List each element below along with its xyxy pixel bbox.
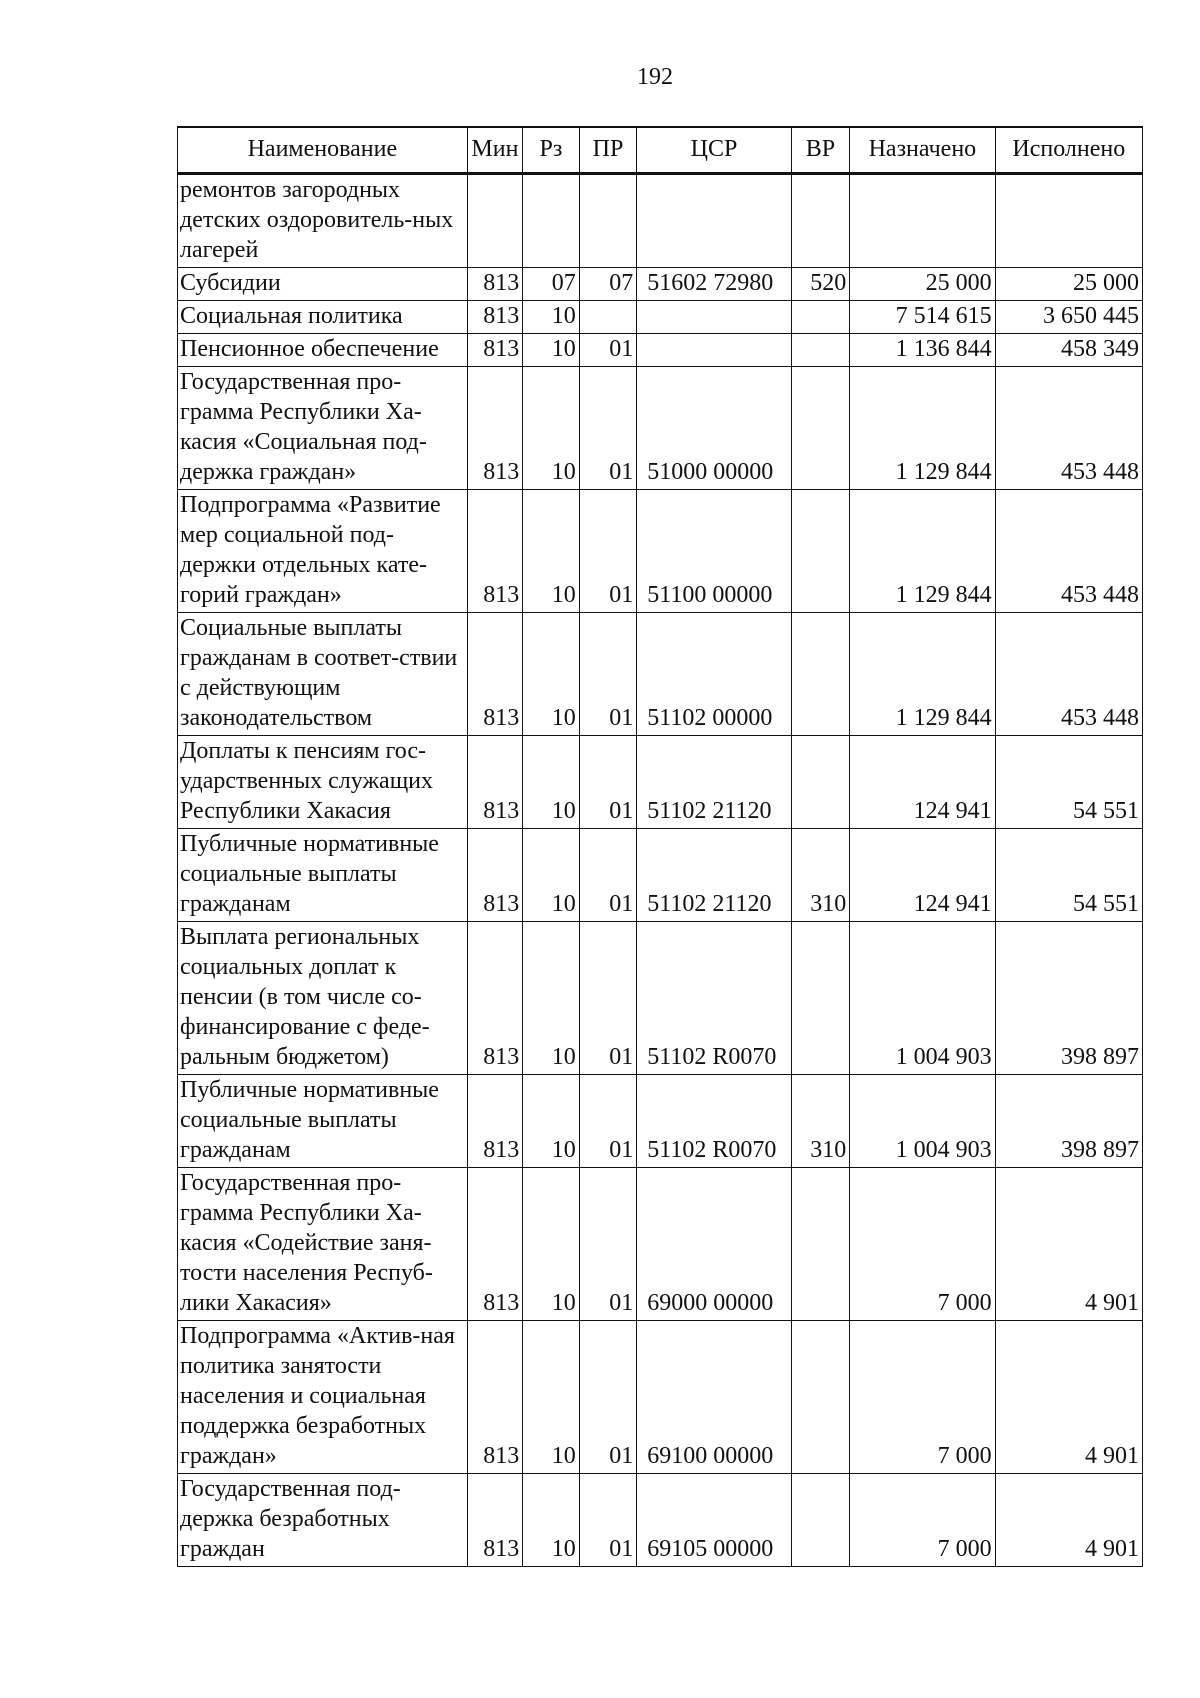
cell-executed: 54 551	[995, 736, 1142, 829]
cell-csr: 51000 00000	[637, 367, 791, 490]
table-row	[178, 1168, 1143, 1321]
cell-min	[467, 174, 523, 268]
cell-name: Государственная под-держка безработных граждан	[178, 1474, 468, 1567]
cell-rz	[523, 174, 580, 268]
cell-csr	[637, 301, 791, 334]
cell-executed: 3 650 445	[995, 301, 1142, 334]
table-header-row	[178, 127, 1143, 174]
table-row	[178, 174, 1143, 268]
cell-assigned: 1 129 844	[850, 613, 995, 736]
cell-executed: 398 897	[995, 1075, 1142, 1168]
cell-executed: 4 901	[995, 1474, 1142, 1567]
cell-pr: 01	[579, 1075, 637, 1168]
table-row	[178, 1321, 1143, 1474]
cell-name: Пенсионное обеспечение	[178, 334, 468, 367]
page-number: 192	[637, 64, 673, 90]
cell-pr: 07	[579, 268, 637, 301]
header-name: Наименование	[178, 127, 468, 174]
table-row	[178, 1075, 1143, 1168]
cell-csr: 51602 72980	[637, 268, 791, 301]
cell-assigned: 7 000	[850, 1474, 995, 1567]
cell-vr	[791, 367, 850, 490]
table-row	[178, 613, 1143, 736]
header-executed: Исполнено	[995, 127, 1142, 174]
cell-pr: 01	[579, 829, 637, 922]
cell-pr: 01	[579, 334, 637, 367]
cell-csr: 51102 R0070	[637, 922, 791, 1075]
cell-executed: 453 448	[995, 367, 1142, 490]
cell-executed: 453 448	[995, 613, 1142, 736]
cell-executed: 4 901	[995, 1168, 1142, 1321]
header-csr: ЦСР	[637, 127, 791, 174]
cell-csr: 51100 00000	[637, 490, 791, 613]
cell-rz: 10	[523, 1474, 580, 1567]
cell-pr	[579, 174, 637, 268]
cell-min: 813	[467, 367, 523, 490]
header-min: Мин	[467, 127, 523, 174]
cell-rz: 10	[523, 922, 580, 1075]
cell-csr: 69000 00000	[637, 1168, 791, 1321]
cell-rz: 10	[523, 1168, 580, 1321]
header-pr: ПР	[579, 127, 637, 174]
cell-min: 813	[467, 1321, 523, 1474]
header-assigned: Назначено	[850, 127, 995, 174]
cell-vr	[791, 301, 850, 334]
cell-rz: 10	[523, 613, 580, 736]
cell-vr	[791, 736, 850, 829]
cell-name: Субсидии	[178, 268, 468, 301]
cell-executed: 4 901	[995, 1321, 1142, 1474]
cell-csr: 51102 R0070	[637, 1075, 791, 1168]
cell-assigned: 7 000	[850, 1168, 995, 1321]
cell-name: Государственная про-грамма Республики Ха-касия «Содействие заня-тости населения Респуб-лики Хакасия»	[178, 1168, 468, 1321]
cell-vr	[791, 922, 850, 1075]
cell-name: ремонтов загородных детских оздоровитель-ных лагерей	[178, 174, 468, 268]
cell-vr: 520	[791, 268, 850, 301]
cell-assigned: 124 941	[850, 829, 995, 922]
table-row	[178, 268, 1143, 301]
cell-min: 813	[467, 736, 523, 829]
budget-table	[177, 126, 1143, 1567]
cell-min: 813	[467, 1075, 523, 1168]
cell-pr: 01	[579, 1168, 637, 1321]
cell-vr	[791, 1474, 850, 1567]
table-row	[178, 334, 1143, 367]
cell-min: 813	[467, 334, 523, 367]
cell-name: Публичные нормативные социальные выплаты гражданам	[178, 1075, 468, 1168]
cell-rz: 10	[523, 367, 580, 490]
cell-rz: 07	[523, 268, 580, 301]
cell-name: Социальная политика	[178, 301, 468, 334]
cell-vr	[791, 490, 850, 613]
cell-executed: 25 000	[995, 268, 1142, 301]
cell-min: 813	[467, 490, 523, 613]
cell-name: Социальные выплаты гражданам в соответ-ствии с действующим законодательством	[178, 613, 468, 736]
cell-vr	[791, 174, 850, 268]
table-row	[178, 922, 1143, 1075]
cell-rz: 10	[523, 301, 580, 334]
cell-min: 813	[467, 1474, 523, 1567]
cell-csr: 51102 21120	[637, 736, 791, 829]
cell-csr	[637, 174, 791, 268]
cell-name: Доплаты к пенсиям гос-ударственных служащих Республики Хакасия	[178, 736, 468, 829]
cell-name: Подпрограмма «Актив-ная политика занятости населения и социальная поддержка безработных граждан»	[178, 1321, 468, 1474]
cell-rz: 10	[523, 1075, 580, 1168]
cell-pr: 01	[579, 1474, 637, 1567]
cell-assigned: 1 136 844	[850, 334, 995, 367]
cell-vr	[791, 1168, 850, 1321]
cell-assigned: 1 004 903	[850, 922, 995, 1075]
cell-min: 813	[467, 829, 523, 922]
cell-assigned	[850, 174, 995, 268]
cell-pr: 01	[579, 613, 637, 736]
cell-rz: 10	[523, 490, 580, 613]
cell-rz: 10	[523, 334, 580, 367]
cell-min: 813	[467, 1168, 523, 1321]
cell-min: 813	[467, 922, 523, 1075]
cell-pr	[579, 301, 637, 334]
cell-assigned: 7 000	[850, 1321, 995, 1474]
cell-pr: 01	[579, 922, 637, 1075]
cell-vr: 310	[791, 1075, 850, 1168]
cell-pr: 01	[579, 736, 637, 829]
cell-assigned: 124 941	[850, 736, 995, 829]
cell-pr: 01	[579, 367, 637, 490]
cell-assigned: 1 129 844	[850, 490, 995, 613]
cell-executed: 453 448	[995, 490, 1142, 613]
cell-pr: 01	[579, 1321, 637, 1474]
table-row	[178, 301, 1143, 334]
cell-name: Государственная про-грамма Республики Ха-касия «Социальная под-держка граждан»	[178, 367, 468, 490]
cell-rz: 10	[523, 1321, 580, 1474]
cell-name: Подпрограмма «Развитие мер социальной под-держки отдельных кате-горий граждан»	[178, 490, 468, 613]
cell-executed: 54 551	[995, 829, 1142, 922]
table-row	[178, 829, 1143, 922]
cell-csr: 69100 00000	[637, 1321, 791, 1474]
table-row	[178, 490, 1143, 613]
cell-name: Публичные нормативные социальные выплаты гражданам	[178, 829, 468, 922]
cell-executed: 458 349	[995, 334, 1142, 367]
cell-executed: 398 897	[995, 922, 1142, 1075]
cell-min: 813	[467, 613, 523, 736]
table-row	[178, 736, 1143, 829]
table-row	[178, 1474, 1143, 1567]
header-vr: ВР	[791, 127, 850, 174]
cell-csr: 69105 00000	[637, 1474, 791, 1567]
cell-pr: 01	[579, 490, 637, 613]
cell-vr	[791, 334, 850, 367]
cell-csr: 51102 00000	[637, 613, 791, 736]
header-rz: Рз	[523, 127, 580, 174]
cell-assigned: 25 000	[850, 268, 995, 301]
cell-assigned: 7 514 615	[850, 301, 995, 334]
cell-vr	[791, 1321, 850, 1474]
cell-min: 813	[467, 301, 523, 334]
table-body	[178, 174, 1143, 1567]
cell-assigned: 1 129 844	[850, 367, 995, 490]
cell-csr: 51102 21120	[637, 829, 791, 922]
cell-rz: 10	[523, 829, 580, 922]
cell-min: 813	[467, 268, 523, 301]
cell-assigned: 1 004 903	[850, 1075, 995, 1168]
cell-rz: 10	[523, 736, 580, 829]
cell-vr	[791, 613, 850, 736]
cell-name: Выплата региональных социальных доплат к пенсии (в том числе со-финансирование с феде-ральным бюджетом)	[178, 922, 468, 1075]
cell-vr: 310	[791, 829, 850, 922]
cell-executed	[995, 174, 1142, 268]
table-row	[178, 367, 1143, 490]
cell-csr	[637, 334, 791, 367]
